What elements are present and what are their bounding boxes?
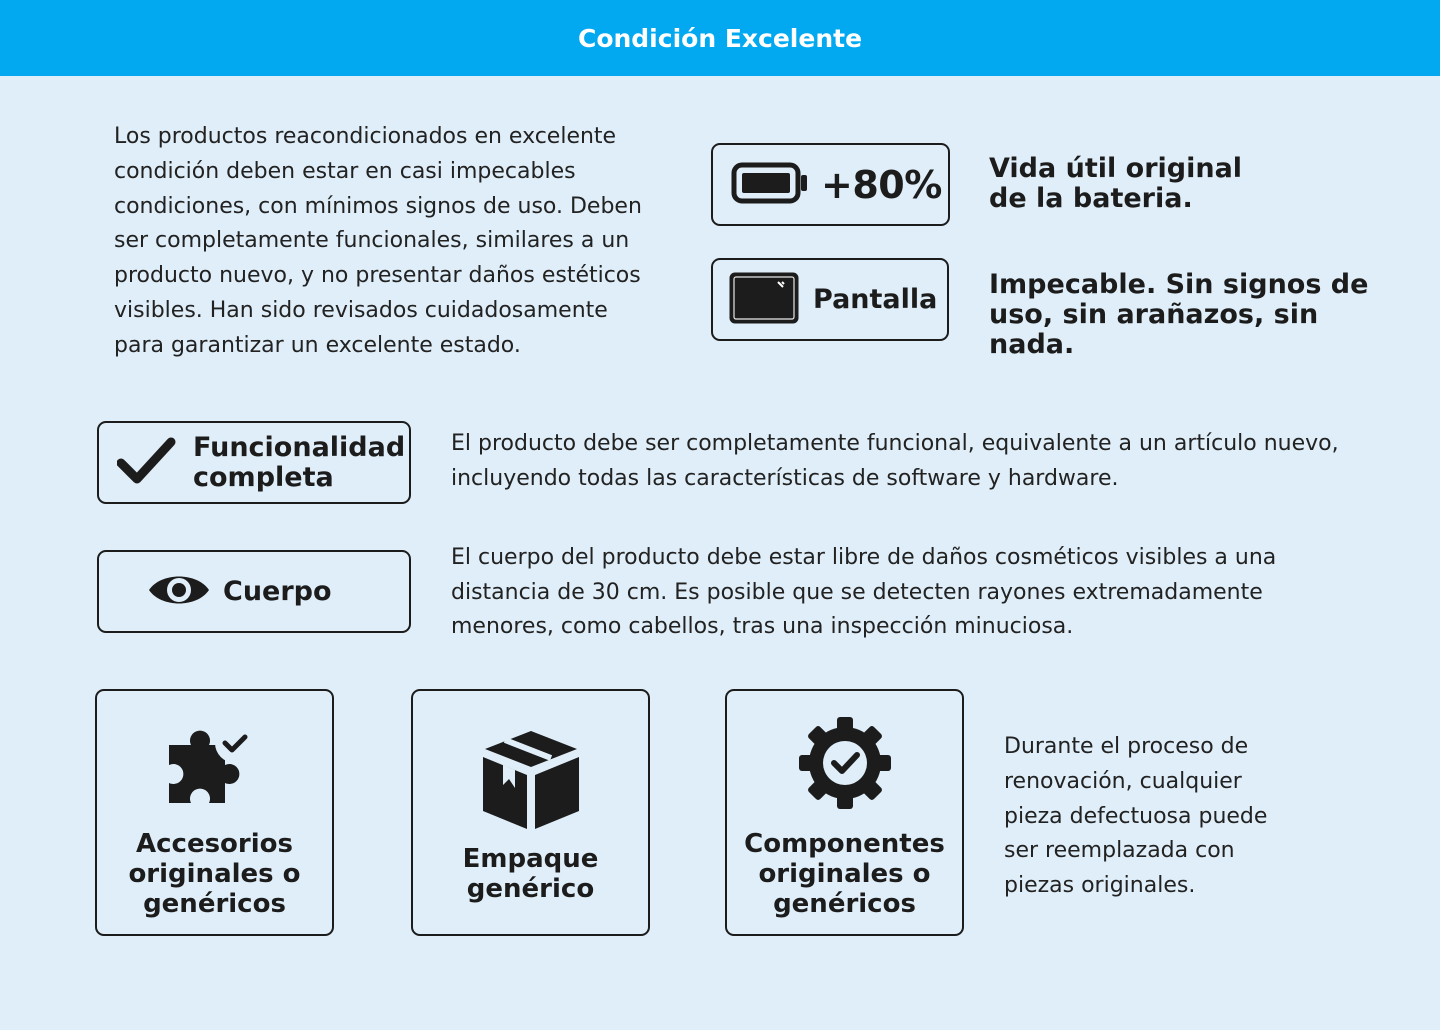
page-title: Condición Excelente bbox=[577, 23, 863, 53]
eye-icon bbox=[147, 570, 211, 614]
accessories-label-line: genéricos bbox=[143, 889, 286, 919]
gear-check-icon bbox=[727, 717, 962, 809]
components-label-line: Componentes bbox=[744, 829, 945, 859]
battery-desc-line: de la bateria. bbox=[989, 183, 1193, 214]
accessories-label-line: originales o bbox=[128, 859, 301, 889]
replacement-description: Durante el proceso de renovación, cualquier pieza defectuosa puede ser reemplazada con piezas originales. bbox=[1004, 734, 1268, 899]
box-icon bbox=[413, 727, 648, 833]
screen-desc-line: Impecable. Sin signos de bbox=[989, 269, 1369, 300]
battery-percentage: +80% bbox=[821, 162, 942, 207]
components-label-line: originales o bbox=[758, 859, 931, 889]
accessories-card bbox=[95, 689, 334, 936]
puzzle-check-icon bbox=[97, 713, 332, 809]
components-card bbox=[725, 689, 964, 936]
functionality-description: El producto debe ser completamente funcional, equivalente a un artículo nuevo, incluyendo todas las características de software y hardware. bbox=[451, 431, 1339, 491]
intro-text: Los productos reacondicionados en excelente condición deben estar en casi impecables condiciones, con mínimos signos de uso. Deben ser completamente funcionales, similares a un producto nuevo, y no presentar daños estéticos visibles. Han sido revisados cuidadosamente para garantizar un excelente estado. bbox=[114, 124, 642, 358]
checkmark-icon bbox=[117, 436, 177, 490]
packaging-card bbox=[411, 689, 650, 936]
screen-desc-line: uso, sin arañazos, sin nada. bbox=[989, 299, 1319, 360]
screen-icon bbox=[729, 272, 799, 328]
functionality-label-line: completa bbox=[193, 461, 334, 493]
packaging-label-line: Empaque bbox=[462, 844, 599, 874]
header-bar bbox=[0, 0, 1440, 76]
components-label-line: genéricos bbox=[773, 889, 916, 919]
functionality-label-line: Funcionalidad bbox=[193, 431, 406, 463]
packaging-label bbox=[413, 844, 648, 904]
screen-description bbox=[989, 270, 1409, 360]
components-label bbox=[727, 829, 962, 919]
battery-description bbox=[989, 154, 1309, 214]
accessories-label bbox=[97, 829, 332, 919]
battery-box bbox=[711, 143, 950, 226]
screen-box bbox=[711, 258, 949, 341]
functionality-label bbox=[193, 431, 406, 493]
battery-icon bbox=[731, 162, 809, 208]
accessories-label-line: Accesorios bbox=[136, 829, 293, 859]
screen-label: Pantalla bbox=[813, 284, 938, 315]
functionality-box bbox=[97, 421, 411, 504]
body-label: Cuerpo bbox=[223, 576, 332, 607]
packaging-label-line: genérico bbox=[466, 874, 595, 904]
body-box bbox=[97, 550, 411, 633]
body-description: El cuerpo del producto debe estar libre de daños cosméticos visibles a una distancia de 30 cm. Es posible que se detecten rayones extremadamente menores, como cabellos, tras una inspección minuciosa. bbox=[451, 545, 1277, 639]
battery-desc-line: Vida útil original bbox=[989, 153, 1243, 184]
